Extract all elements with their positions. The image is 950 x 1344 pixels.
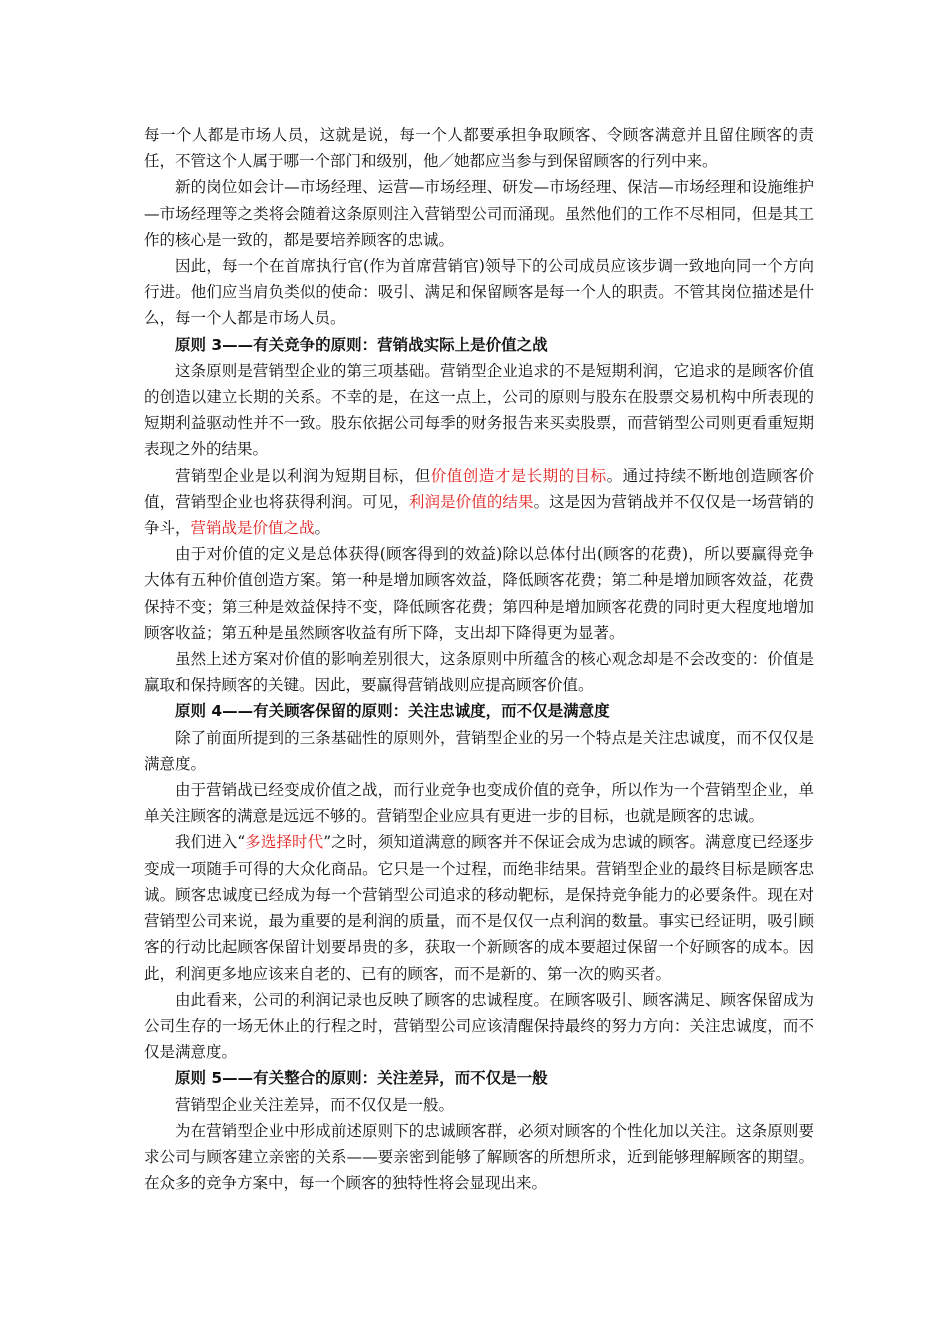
paragraph: 由于对价值的定义是总体获得(顾客得到的效益)除以总体付出(顾客的花费)，所以要赢得竞争大体有五种价值创造方案。第一种是增加顾客效益，降低顾客花费；第二种是增加顾客效益，花费保持不变；第三种是效益保持不变，降低顾客花费；第四种是增加顾客花费的同时更大程度地增加顾客收益；第五种是虽然顾客收益有所下降，支出却下降得更为显著。 xyxy=(144,545,814,642)
text-run: 我们进入“ xyxy=(175,833,246,852)
section-heading-principle-5: 原则 5——有关整合的原则：关注差异，而不仅是一般 xyxy=(175,1069,548,1088)
paragraph: 每一个人都是市场人员，这就是说，每一个人都要承担争取顾客、令顾客满意并且留住顾客的责任，不管这个人属于哪一个部门和级别，他／她都应当参与到保留顾客的行列中来。 xyxy=(144,126,814,171)
section-heading-principle-3: 原则 3——有关竞争的原则：营销战实际上是价值之战 xyxy=(175,335,548,354)
paragraph: 虽然上述方案对价值的影响差别很大，这条原则中所蕴含的核心观念却是不会改变的：价值是赢取和保持顾客的关键。因此，要赢得营销战则应提高顾客价值。 xyxy=(144,650,814,695)
text-run: 。 xyxy=(314,519,331,538)
highlighted-text: 营销战是价值之战 xyxy=(190,519,315,538)
text-run: ”之时，须知道满意的顾客并不保证会成为忠诚的顾客。满意度已经逐步变成一项随手可得的大众化商品。它只是一个过程，而绝非结果。营销型企业的最终目标是顾客忠诚。顾客忠诚度已经成为每一个营销型公司追求的移动靶标，是保持竞争能力的必要条件。现在对营销型公司来说，最为重要的是利润的质量，而不是仅仅一点利润的数量。事实已经证明，吸引顾客的行动比起顾客保留计划要昂贵的多，获取一个新顾客的成本要超过保留一个好顾客的成本。因此，利润更多地应该来自老的、已有的顾客，而不是新的、第一次的购买者。 xyxy=(144,833,814,983)
document-page xyxy=(144,122,814,1196)
paragraph: 新的岗位如会计—市场经理、运营—市场经理、研发—市场经理、保洁—市场经理和设施维护—市场经理等之类将会随着这条原则注入营销型公司而涌现。虽然他们的工作不尽相同，但是其工作的核心是一致的，都是要培养顾客的忠诚。 xyxy=(144,178,814,249)
text-run: 营销型企业是以利润为短期目标，但 xyxy=(175,466,431,485)
paragraph xyxy=(144,829,814,986)
paragraph: 由此看来，公司的利润记录也反映了顾客的忠诚程度。在顾客吸引、顾客满足、顾客保留成为公司生存的一场无休止的行程之时，营销型公司应该清醒保持最终的努力方向：关注忠诚度，而不仅是满意度。 xyxy=(144,990,814,1062)
highlighted-text: 利润是价值的结果 xyxy=(408,492,534,511)
section-heading-principle-4: 原则 4——有关顾客保留的原则：关注忠诚度，而不仅是满意度 xyxy=(175,702,610,721)
highlighted-text: 价值创造才是长期的目标 xyxy=(430,466,607,485)
paragraph: 因此，每一个在首席执行官(作为首席营销官)领导下的公司成员应该步调一致地向同一个方向行进。他们应当肩负类似的使命：吸引、满足和保留顾客是每一个人的职责。不管其岗位描述是什么，每一个人都是市场人员。 xyxy=(144,257,814,328)
paragraph: 营销型企业关注差异，而不仅仅是一般。 xyxy=(175,1095,455,1114)
paragraph: 由于营销战已经变成价值之战，而行业竞争也变成价值的竞争，所以作为一个营销型企业，单单关注顾客的满意是远远不够的。营销型企业应具有更进一步的目标，也就是顾客的忠诚。 xyxy=(144,781,814,826)
paragraph: 这条原则是营销型企业的第三项基础。营销型企业追求的不是短期利润，它追求的是顾客价值的创造以建立长期的关系。不幸的是，在这一点上，公司的原则与股东在股票交易机构中所表现的短期利益驱动性并不一致。股东依据公司每季的财务报告来买卖股票，而营销型公司则更看重短期表现之外的结果。 xyxy=(144,361,814,459)
paragraph: 除了前面所提到的三条基础性的原则外，营销型企业的另一个特点是关注忠诚度，而不仅仅是满意度。 xyxy=(144,728,814,773)
paragraph: 为在营销型企业中形成前述原则下的忠诚顾客群，必须对顾客的个性化加以关注。这条原则要求公司与顾客建立亲密的关系——要亲密到能够了解顾客的所想所求，近到能够理解顾客的期望。在众多的竞争方案中，每一个顾客的独特性将会显现出来。 xyxy=(144,1121,814,1193)
highlighted-text: 多选择时代 xyxy=(245,833,324,852)
text-run: 。这是因为营销战并不仅仅是一场营销的争斗， xyxy=(144,492,814,538)
text-run: 。通过持续不断地创造顾客价值，营销型企业也将获得利润。可见， xyxy=(144,466,814,511)
paragraph xyxy=(144,463,814,542)
